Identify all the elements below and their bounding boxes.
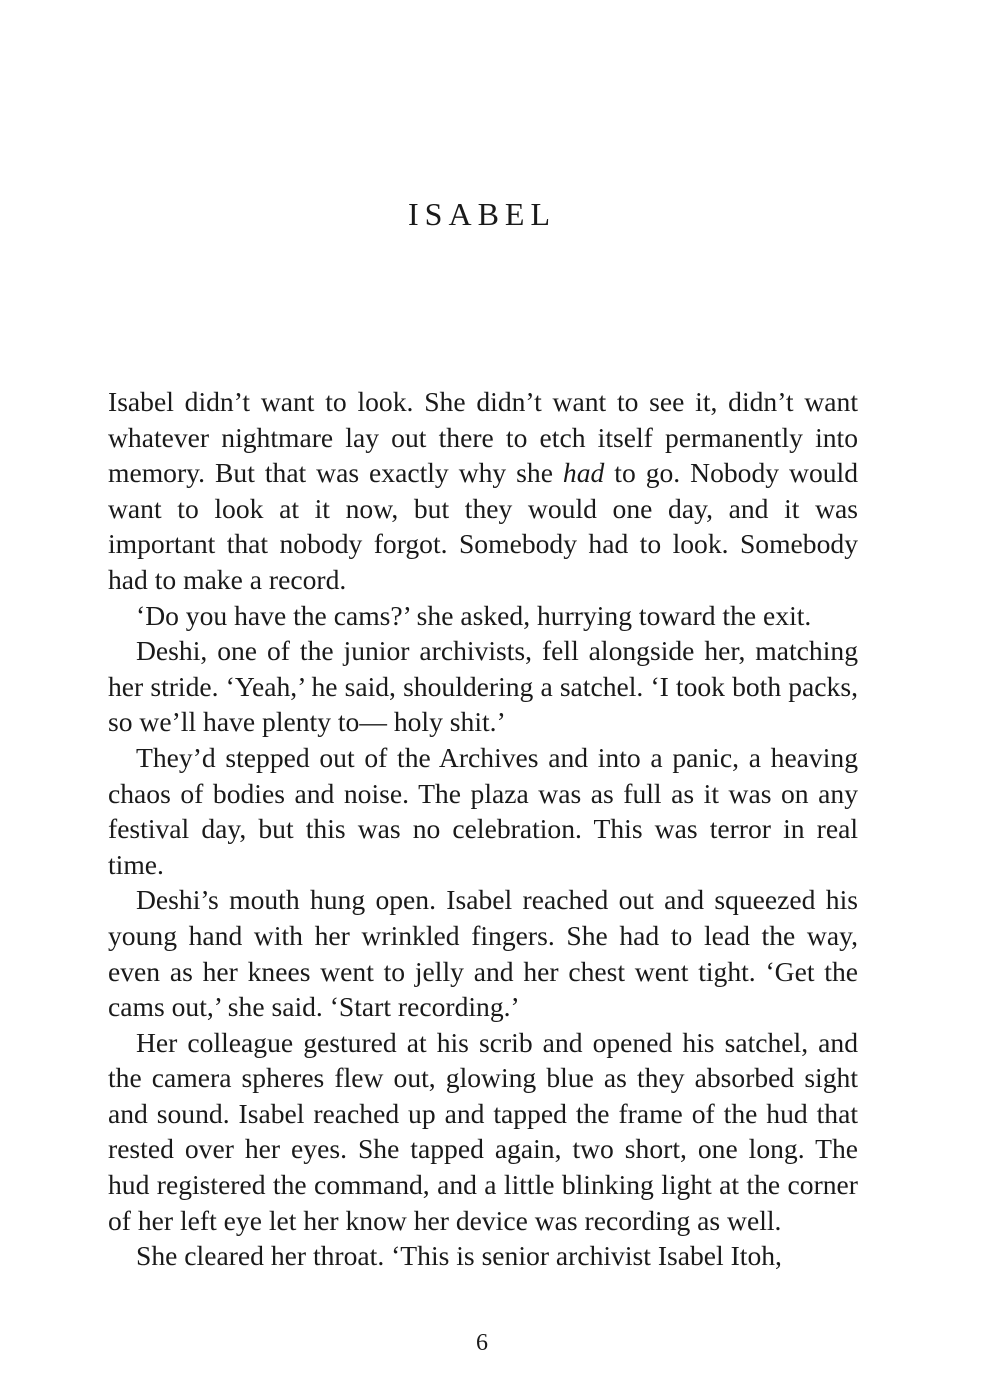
paragraph-5: Deshi’s mouth hung open. Isabel reached out and squeezed his young hand with her wrinkled fingers. She had to lead the way, even as her knees went to jelly and her chest went tight. ‘Get the cams out,’ she said. ‘Start recording.’ xyxy=(108,884,858,1023)
paragraph-2: ‘Do you have the cams?’ she asked, hurrying toward the exit. xyxy=(136,599,812,631)
body-text xyxy=(108,384,858,1274)
paragraph-6: Her colleague gestured at his scrib and opened his satchel, and the camera spheres flew out, glowing blue as they absorbed sight and sound. Isabel reached up and tapped the frame of the hud that rested over her eyes. She tapped again, two short, one long. The hud registered the command, and a little blinking light at the corner of her left eye let her know her device was recording as well. xyxy=(108,1026,858,1236)
paragraph-3: Deshi, one of the junior archivists, fell alongside her, matching her stride. ‘Yeah,’ he said, shouldering a satchel. ‘I took both packs, so we’ll have plenty to— holy shit.’ xyxy=(108,635,858,738)
paragraph-4: They’d stepped out of the Archives and into a panic, a heaving chaos of bodies and noise. The plaza was as full as it was on any festival day, but this was no celebration. This was terror in real time. xyxy=(108,741,858,880)
chapter-title: ISABEL xyxy=(408,196,556,232)
paragraph-7: She cleared her throat. ‘This is senior archivist Isabel Itoh, xyxy=(136,1240,782,1272)
paragraph-1 xyxy=(108,384,858,598)
paragraph-1-emphasis: had xyxy=(562,457,605,489)
page-number: 6 xyxy=(476,1330,488,1356)
paragraph-1-after: to go. Nobody would want to look at it now, but they would one day, and it was important that nobody forgot. Somebody had to look. Somebody had to make a record. xyxy=(108,457,859,595)
paragraph-1-before: Isabel didn’t want to look. She didn’t want to see it, didn’t want whatever nightmare lay out there to etch itself permanently into memory. But that was exactly why she xyxy=(108,386,858,489)
